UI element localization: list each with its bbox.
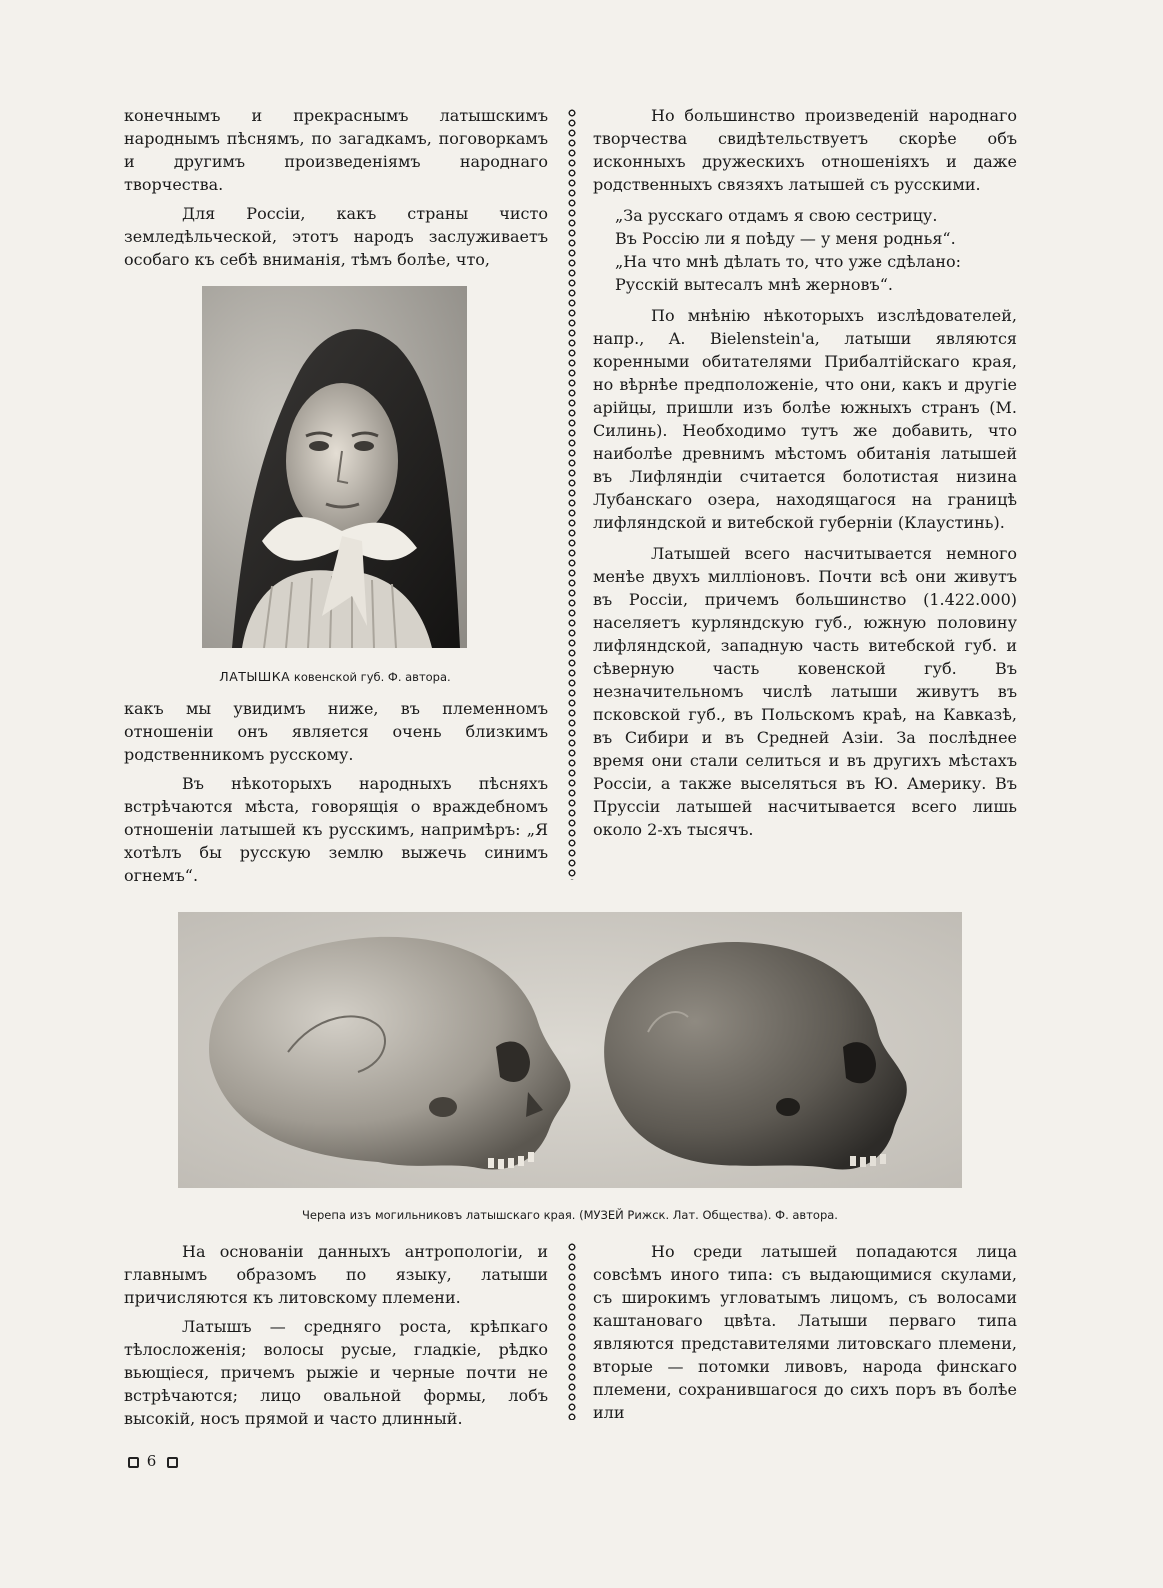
- skulls-caption: Черепа изъ могильниковъ латышскаго края. (МУЗЕЙ Рижск. Лат. Общества). Ф. автора.: [302, 1208, 838, 1222]
- portrait-caption-text: ковенской губ. Ф. автора.: [293, 670, 451, 684]
- right-column-bottom: [593, 1240, 1017, 1424]
- portrait-caption: [200, 669, 470, 684]
- paragraph: На основаніи данныхъ антропологіи, и главнымъ образомъ по языку, латыши причисляются къ литовскому племени.: [124, 1242, 548, 1307]
- portrait-photo: [202, 286, 467, 648]
- left-column-top: [124, 104, 548, 271]
- column-divider: [568, 108, 576, 880]
- paragraph: Въ нѣкоторыхъ народныхъ пѣсняхъ встрѣчаются мѣста, говорящія о враждебномъ отношеніи латышей къ русскимъ, напримѣръ: „Я хотѣлъ бы русскую землю выжечь синимъ огнемъ“.: [124, 774, 548, 885]
- right-column-top: [593, 104, 1017, 841]
- poem-line: Въ Россію ли я поѣду — у меня роднья“.: [615, 229, 956, 248]
- skulls-illustration: [178, 912, 962, 1188]
- paragraph: Для Россіи, какъ страны чисто земледѣльческой, этотъ народъ заслуживаетъ особаго къ себѣ вниманія, тѣмъ болѣе, что,: [124, 204, 548, 269]
- paragraph: какъ мы увидимъ ниже, въ племенномъ отношеніи онъ является очень близкимъ родственникомъ русскому.: [124, 699, 548, 764]
- poem-line: „За русскаго отдамъ я свою сестрицу.: [615, 206, 938, 225]
- left-column-bottom: [124, 1240, 548, 1430]
- poem: [615, 204, 1017, 296]
- portrait-caption-title: ЛАТЫШКА: [219, 669, 291, 684]
- left-column-middle: [124, 697, 548, 887]
- page-number-text: 6: [146, 1452, 160, 1470]
- page-number: [128, 1452, 178, 1470]
- paragraph: конечнымъ и прекраснымъ латышскимъ народнымъ пѣснямъ, по загадкамъ, поговоркамъ и другимъ произведеніямъ народнаго творчества.: [124, 106, 548, 194]
- paragraph: Но среди латышей попадаются лица совсѣмъ иного типа: съ выдающимися скулами, съ широкимъ угловатымъ лицомъ, съ волосами каштановаго цвѣта. Латыши перваго типа являются представителями литовскаго племени, вторые — потомки ливовъ, народа финскаго племени, сохранившагося до сихъ поръ въ болѣе или: [593, 1242, 1017, 1422]
- skulls-photo: [178, 912, 962, 1188]
- paragraph: По мнѣнію нѣкоторыхъ изслѣдователей, напр., A. Bielenstein'a, латыши являются коренными обитателями Прибалтійскаго края, но вѣрнѣе предположеніе, что они, какъ и другіе арійцы, пришли изъ болѣе южныхъ странъ (М. Силинь). Необходимо тутъ же добавить, что наиболѣе древнимъ мѣстомъ обитанія латышей въ Лифляндіи считается болотистая низина Лубанскаго озера, находящагося на границѣ лифляндской и витебской губерніи (Клаустинь).: [593, 306, 1017, 532]
- column-divider: [568, 1242, 576, 1420]
- ornament-square-icon: [167, 1457, 178, 1468]
- poem-line: „На что мнѣ дѣлать то, что уже сдѣлано:: [615, 252, 962, 271]
- paragraph: Но большинство произведеній народнаго творчества свидѣтельствуетъ скорѣе объ исконныхъ дружескихъ отношеніяхъ и даже родственныхъ связяхъ латышей съ русскими.: [593, 106, 1017, 194]
- poem-line: Русскій вытесалъ мнѣ жерновъ“.: [615, 275, 893, 294]
- ornament-square-icon: [128, 1457, 139, 1468]
- portrait-illustration: [202, 286, 467, 648]
- paragraph: Латышей всего насчитывается немного менѣе двухъ милліоновъ. Почти всѣ они живутъ въ Россіи, причемъ большинство (1.422.000) населяетъ курляндскую губ., южную половину лифляндской, западную часть витебской губ. и сѣверную часть ковенской губ. Въ незначительномъ числѣ латыши живутъ въ псковской губ., въ Польскомъ краѣ, на Кавказѣ, въ Сибири и въ Средней Азіи. За послѣднее время они стали селиться и въ другихъ мѣстахъ Россіи, а также выселяться въ Ю. Америку. Въ Пруссіи латышей насчитывается всего лишь около 2-хъ тысячъ.: [593, 544, 1017, 839]
- paragraph: Латышъ — средняго роста, крѣпкаго тѣлосложенія; волосы русые, гладкіе, рѣдко вьющіеся, причемъ рыжіе и черные почти не встрѣчаются; лицо овальной формы, лобъ высокій, носъ прямой и часто длинный.: [124, 1317, 548, 1428]
